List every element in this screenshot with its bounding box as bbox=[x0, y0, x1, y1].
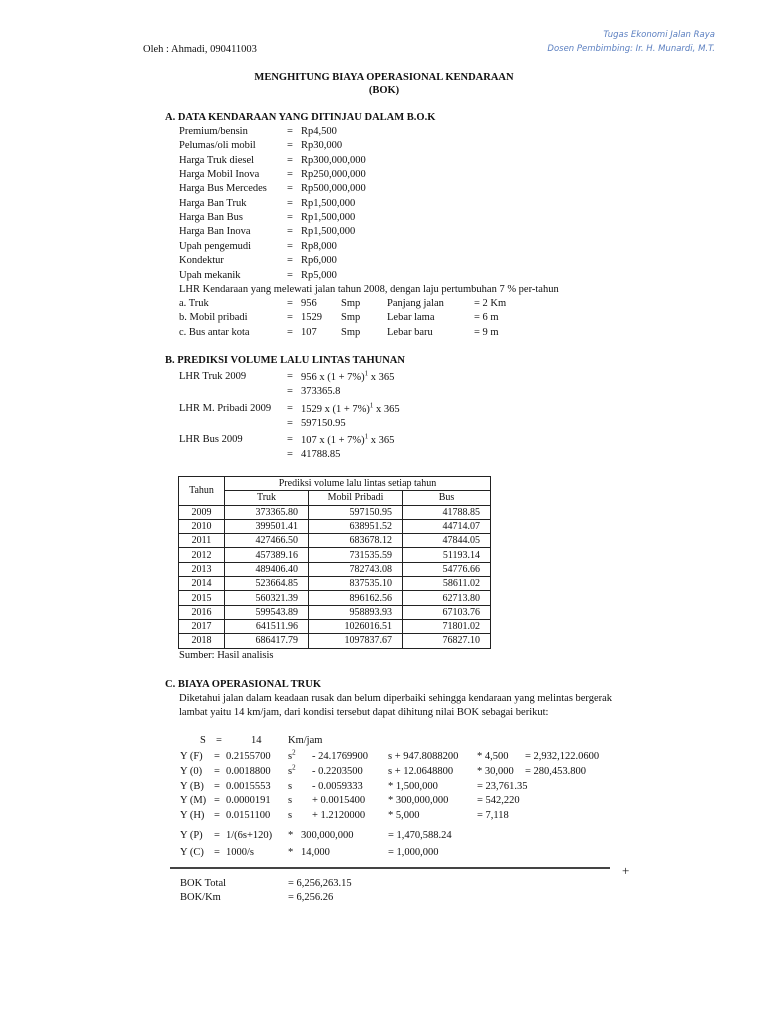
table-cell-value: 683678.12 bbox=[309, 534, 403, 548]
total-label: BOK/Km bbox=[180, 892, 221, 903]
table-cell-year: 2013 bbox=[179, 562, 225, 576]
table-row bbox=[179, 534, 491, 548]
table-cell-value: 76827.10 bbox=[403, 634, 491, 648]
table-cell-year: 2011 bbox=[179, 534, 225, 548]
table-cell-year: 2015 bbox=[179, 591, 225, 605]
speed-symbol: s bbox=[288, 810, 293, 822]
bok-row-term2: + 0.0015400 bbox=[312, 795, 366, 807]
item-value: Rp300,000,000 bbox=[301, 154, 366, 166]
calc-result-equals: = bbox=[287, 418, 293, 429]
item-label: Harga Ban Truk bbox=[179, 197, 247, 209]
lhr-label: b. Mobil pribadi bbox=[179, 312, 248, 324]
bok-row-equals: = bbox=[214, 847, 220, 858]
bok-row-result: = 280,453.800 bbox=[525, 765, 587, 777]
item-label: Harga Truk diesel bbox=[179, 154, 255, 166]
formula-base: 1529 x (1 + 7%) bbox=[301, 404, 370, 415]
table-cell-value: 71801.02 bbox=[403, 619, 491, 633]
bok-row-equals: = bbox=[214, 765, 220, 777]
lhr-unit: Smp bbox=[341, 326, 361, 338]
bok-row-label: Y (F) bbox=[180, 751, 203, 762]
course-title: Tugas Ekonomi Jalan Raya bbox=[603, 30, 715, 40]
table-header-year: Tahun bbox=[179, 477, 225, 506]
item-equals: = bbox=[287, 255, 293, 267]
table-cell-year: 2010 bbox=[179, 519, 225, 533]
item-value: Rp30,000 bbox=[301, 140, 343, 152]
item-value: Rp250,000,000 bbox=[301, 169, 366, 181]
table-cell-value: 837535.10 bbox=[309, 577, 403, 591]
table-cell-year: 2009 bbox=[179, 505, 225, 519]
bok-row-label: Y (C) bbox=[180, 847, 204, 858]
table-row bbox=[179, 591, 491, 605]
lhr-equals: = bbox=[287, 312, 293, 324]
item-value: Rp4,500 bbox=[301, 126, 337, 137]
speed-exponent: 2 bbox=[292, 763, 296, 772]
bok-row-formula: 1000/s bbox=[226, 847, 255, 858]
formula-multiplier: x 365 bbox=[368, 372, 395, 383]
bok-row-s bbox=[288, 780, 292, 793]
lhr-unit: Smp bbox=[341, 298, 361, 309]
speed-unit: Km/jam bbox=[288, 735, 323, 746]
section-b-heading: B. PREDIKSI VOLUME LALU LINTAS TAHUNAN bbox=[165, 355, 405, 366]
table-cell-value: 457389.16 bbox=[225, 548, 309, 562]
table-cell-value: 731535.59 bbox=[309, 548, 403, 562]
calc-equals: = bbox=[287, 403, 293, 414]
total-value: = 6,256.26 bbox=[288, 892, 334, 903]
table-cell-value: 427466.50 bbox=[225, 534, 309, 548]
table-row bbox=[179, 619, 491, 633]
formula-multiplier: x 365 bbox=[368, 435, 395, 446]
item-equals: = bbox=[287, 212, 293, 224]
speed-symbol: s bbox=[288, 751, 293, 762]
bok-row-value: 14,000 bbox=[301, 847, 330, 858]
bok-row-coef: 0.0015553 bbox=[226, 780, 271, 792]
bok-row-multiplier: * 4,500 bbox=[477, 751, 509, 762]
table-cell-value: 54776.66 bbox=[403, 562, 491, 576]
item-label: Upah mekanik bbox=[179, 269, 241, 281]
page-subtitle: (BOK) bbox=[368, 85, 400, 96]
bok-row-star: * bbox=[288, 847, 294, 858]
calc-equals: = bbox=[287, 434, 293, 445]
table-cell-value: 599543.89 bbox=[225, 605, 309, 619]
bok-row-result: = 1,470,588.24 bbox=[388, 830, 452, 841]
bok-row-label: Y (0) bbox=[180, 765, 203, 777]
formula-base: 107 x (1 + 7%) bbox=[301, 435, 365, 446]
item-equals: = bbox=[287, 240, 293, 252]
section-c-desc-2: lambat yaitu 14 km/jam, dari kondisi tersebut dapat dihitung nilai BOK sebagai berikut: bbox=[179, 707, 549, 718]
table-cell-year: 2016 bbox=[179, 605, 225, 619]
bok-row-term2: + 1.2120000 bbox=[312, 810, 366, 822]
table-header-group: Prediksi volume lalu lintas setiap tahun bbox=[225, 477, 491, 491]
item-equals: = bbox=[287, 269, 293, 281]
lhr-equals: = bbox=[287, 298, 293, 309]
calc-label: LHR Bus 2009 bbox=[179, 434, 243, 445]
road-label: Panjang jalan bbox=[387, 298, 444, 309]
item-label: Kondektur bbox=[179, 255, 224, 267]
table-header-bus: Bus bbox=[403, 491, 491, 505]
bok-row-label: Y (B) bbox=[180, 780, 204, 792]
bok-row-term3: s + 947.8088200 bbox=[388, 751, 459, 762]
table-cell-value: 1097837.67 bbox=[309, 634, 403, 648]
formula-exponent: 1 bbox=[364, 369, 369, 378]
speed-value: 14 bbox=[251, 735, 262, 746]
bok-row-equals: = bbox=[214, 780, 220, 792]
item-value: Rp8,000 bbox=[301, 240, 337, 252]
lhr-unit: Smp bbox=[341, 312, 361, 324]
road-label: Lebar lama bbox=[387, 312, 435, 324]
bok-row-s bbox=[288, 765, 296, 778]
bok-row-term2: - 0.0059333 bbox=[312, 780, 363, 792]
item-equals: = bbox=[287, 169, 293, 181]
table-cell-value: 67103.76 bbox=[403, 605, 491, 619]
table-cell-year: 2012 bbox=[179, 548, 225, 562]
bok-row-label: Y (H) bbox=[180, 810, 205, 822]
item-label: Harga Ban Bus bbox=[179, 212, 243, 224]
table-cell-year: 2018 bbox=[179, 634, 225, 648]
table-cell-year: 2017 bbox=[179, 619, 225, 633]
table-header-truk: Truk bbox=[225, 491, 309, 505]
item-equals: = bbox=[287, 154, 293, 166]
formula-multiplier: x 365 bbox=[373, 404, 400, 415]
bok-row-label: Y (M) bbox=[180, 795, 207, 807]
item-equals: = bbox=[287, 183, 293, 195]
item-value: Rp1,500,000 bbox=[301, 226, 356, 238]
bok-row-coef: 0.2155700 bbox=[226, 751, 271, 762]
bok-row-coef: 0.0151100 bbox=[226, 810, 271, 822]
lhr-value: 1529 bbox=[301, 312, 322, 324]
speed-eq: = bbox=[216, 735, 222, 746]
item-equals: = bbox=[287, 140, 293, 152]
calc-result: 373365.8 bbox=[301, 386, 341, 397]
prediction-table bbox=[178, 476, 491, 649]
table-row bbox=[179, 605, 491, 619]
road-value: = 6 m bbox=[474, 312, 499, 324]
item-label: Harga Ban Inova bbox=[179, 226, 251, 238]
bok-row-value: 300,000,000 bbox=[301, 830, 354, 841]
formula-base: 956 x (1 + 7%) bbox=[301, 372, 365, 383]
speed-label: S bbox=[200, 735, 206, 746]
table-cell-value: 597150.95 bbox=[309, 505, 403, 519]
table-cell-year: 2014 bbox=[179, 577, 225, 591]
item-equals: = bbox=[287, 226, 293, 238]
bok-row-result: = 1,000,000 bbox=[388, 847, 439, 858]
lhr-label: c. Bus antar kota bbox=[179, 326, 250, 338]
calc-equals: = bbox=[287, 371, 293, 382]
item-value: Rp500,000,000 bbox=[301, 183, 366, 195]
table-cell-value: 41788.85 bbox=[403, 505, 491, 519]
bok-row-formula: 1/(6s+120) bbox=[226, 830, 273, 841]
table-cell-value: 638951.52 bbox=[309, 519, 403, 533]
road-label: Lebar baru bbox=[387, 326, 433, 338]
lhr-value: 956 bbox=[301, 298, 317, 309]
table-row bbox=[179, 562, 491, 576]
table-cell-value: 523664.85 bbox=[225, 577, 309, 591]
calc-formula bbox=[301, 371, 394, 384]
bok-row-equals: = bbox=[214, 795, 220, 807]
table-cell-value: 489406.40 bbox=[225, 562, 309, 576]
calc-formula bbox=[301, 434, 394, 447]
table-cell-value: 641511.96 bbox=[225, 619, 309, 633]
speed-symbol: s bbox=[288, 795, 293, 807]
bok-row-s bbox=[288, 809, 292, 822]
calc-label: LHR Truk 2009 bbox=[179, 371, 247, 382]
bok-row-s bbox=[288, 750, 296, 763]
bok-row-term2: - 0.2203500 bbox=[312, 765, 363, 777]
bok-row-multiplier: * 30,000 bbox=[477, 765, 514, 777]
table-row bbox=[179, 548, 491, 562]
item-label: Premium/bensin bbox=[179, 126, 248, 137]
item-label: Pelumas/oli mobil bbox=[179, 140, 256, 152]
bok-row-result: = 7,118 bbox=[477, 810, 509, 822]
table-cell-value: 51193.14 bbox=[403, 548, 491, 562]
table-cell-value: 896162.56 bbox=[309, 591, 403, 605]
bok-row-coef: 0.0018800 bbox=[226, 765, 271, 777]
table-cell-value: 47844.05 bbox=[403, 534, 491, 548]
item-label: Harga Bus Mercedes bbox=[179, 183, 267, 195]
table-row bbox=[179, 505, 491, 519]
table-cell-value: 958893.93 bbox=[309, 605, 403, 619]
calc-result: 41788.85 bbox=[301, 449, 341, 460]
road-value: = 9 m bbox=[474, 326, 499, 338]
bok-row-term3: * 1,500,000 bbox=[388, 780, 438, 792]
lhr-label: a. Truk bbox=[179, 298, 209, 309]
table-cell-value: 373365.80 bbox=[225, 505, 309, 519]
supervisor-line: Dosen Pembimbing: Ir. H. Munardi, M.T. bbox=[547, 44, 715, 54]
bok-row-equals: = bbox=[214, 751, 220, 762]
speed-exponent: 2 bbox=[292, 748, 296, 757]
formula-exponent: 1 bbox=[364, 432, 369, 441]
bok-row-coef: 0.0000191 bbox=[226, 795, 271, 807]
item-value: Rp1,500,000 bbox=[301, 197, 356, 209]
lhr-note: LHR Kendaraan yang melewati jalan tahun 2008, dengan laju pertumbuhan 7 % per-tahun bbox=[179, 284, 559, 295]
table-row bbox=[179, 519, 491, 533]
calc-result-equals: = bbox=[287, 449, 293, 460]
page-title: MENGHITUNG BIAYA OPERASIONAL KENDARAAN bbox=[254, 72, 514, 83]
table-source: Sumber: Hasil analisis bbox=[179, 650, 274, 661]
plus-sign: + bbox=[622, 863, 630, 878]
total-label: BOK Total bbox=[180, 878, 227, 889]
lhr-value: 107 bbox=[301, 326, 317, 338]
item-value: Rp5,000 bbox=[301, 269, 337, 281]
table-cell-value: 399501.41 bbox=[225, 519, 309, 533]
calc-label: LHR M. Pribadi 2009 bbox=[179, 403, 272, 414]
item-equals: = bbox=[287, 126, 293, 137]
total-value: = 6,256,263.15 bbox=[288, 878, 352, 889]
table-cell-value: 44714.07 bbox=[403, 519, 491, 533]
author-line: Oleh : Ahmadi, 090411003 bbox=[143, 44, 257, 55]
section-c-desc-1: Diketahui jalan dalam keadaan rusak dan belum diperbaiki sehingga kendaraan yang melintas bergerak bbox=[179, 693, 613, 704]
speed-symbol: s bbox=[288, 765, 293, 777]
table-cell-value: 560321.39 bbox=[225, 591, 309, 605]
bok-row-result: = 542,220 bbox=[477, 795, 520, 807]
bok-row-star: * bbox=[288, 830, 294, 841]
table-cell-value: 58611.02 bbox=[403, 577, 491, 591]
calc-formula bbox=[301, 403, 400, 416]
table-cell-value: 686417.79 bbox=[225, 634, 309, 648]
section-a-heading: A. DATA KENDARAAN YANG DITINJAU DALAM B.O.K bbox=[165, 112, 436, 123]
table-header-mobil: Mobil Pribadi bbox=[309, 491, 403, 505]
formula-exponent: 1 bbox=[369, 401, 374, 410]
section-c-heading: C. BIAYA OPERASIONAL TRUK bbox=[165, 679, 321, 690]
speed-symbol: s bbox=[288, 780, 293, 792]
item-label: Harga Mobil Inova bbox=[179, 169, 260, 181]
bok-row-equals: = bbox=[214, 810, 220, 822]
item-value: Rp6,000 bbox=[301, 255, 337, 267]
bok-row-term3: * 300,000,000 bbox=[388, 795, 449, 807]
bok-row-equals: = bbox=[214, 830, 220, 841]
lhr-equals: = bbox=[287, 326, 293, 338]
table-row bbox=[179, 577, 491, 591]
item-value: Rp1,500,000 bbox=[301, 212, 356, 224]
calc-result-equals: = bbox=[287, 386, 293, 397]
table-cell-value: 62713.80 bbox=[403, 591, 491, 605]
bok-row-term3: * 5,000 bbox=[388, 810, 420, 822]
item-label: Upah pengemudi bbox=[179, 240, 252, 252]
bok-row-s bbox=[288, 794, 292, 807]
road-value: = 2 Km bbox=[474, 298, 507, 309]
bok-row-result: = 2,932,122.0600 bbox=[525, 751, 600, 762]
sum-rule bbox=[170, 867, 610, 869]
table-cell-value: 782743.08 bbox=[309, 562, 403, 576]
bok-row-term2: - 24.1769900 bbox=[312, 751, 368, 762]
bok-row-term3: s + 12.0648800 bbox=[388, 765, 454, 777]
table-row bbox=[179, 634, 491, 648]
calc-result: 597150.95 bbox=[301, 418, 346, 429]
table-cell-value: 1026016.51 bbox=[309, 619, 403, 633]
bok-row-label: Y (P) bbox=[180, 830, 203, 841]
bok-row-result: = 23,761.35 bbox=[477, 780, 528, 792]
item-equals: = bbox=[287, 197, 293, 209]
